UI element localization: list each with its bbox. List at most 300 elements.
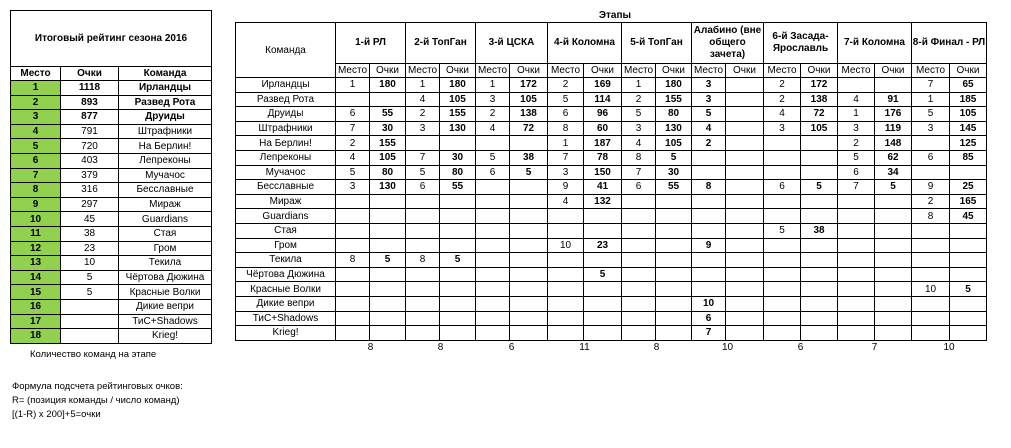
team-cell: ТиС+Shadows: [236, 311, 336, 326]
table-row: [11, 153, 212, 168]
stage-points-cell: 138: [801, 92, 838, 107]
team-cell: Мучачос: [236, 165, 336, 180]
stage-points-cell: [370, 194, 406, 209]
stage-points-cell: [801, 209, 838, 224]
stage-points-cell: [370, 92, 406, 107]
stage-points-cell: [656, 194, 692, 209]
stage-points-cell: 130: [440, 121, 476, 136]
table-row: [11, 183, 212, 198]
stage-place-cell: [764, 267, 801, 282]
stage-place-cell: [336, 326, 370, 341]
table-row: [11, 329, 212, 344]
stage-place-cell: 5: [548, 92, 584, 107]
stage-points-cell: [656, 238, 692, 253]
stage-points-cell: [440, 326, 476, 341]
team-cell: Дикие вепри: [236, 296, 336, 311]
stage-points-cell: 80: [440, 165, 476, 180]
stage-points-cell: [726, 165, 764, 180]
stage-points-cell: [370, 311, 406, 326]
table-row: [11, 256, 212, 271]
stage-place-cell: 4: [406, 92, 440, 107]
stage-points-cell: [726, 92, 764, 107]
points-cell: 297: [61, 197, 119, 212]
stage-place-cell: 6: [692, 311, 726, 326]
stage-header: 1-й РЛ: [336, 23, 406, 64]
stage-place-cell: 1: [838, 107, 875, 122]
stage-place-cell: 10: [692, 296, 726, 311]
stage-points-cell: [510, 223, 548, 238]
stage-points-cell: [875, 267, 912, 282]
team-count-cell: 6: [797, 341, 804, 353]
stage-place-cell: [692, 209, 726, 224]
stage-points-cell: [370, 326, 406, 341]
team-cell: Текила: [119, 256, 212, 271]
stage-place-cell: [838, 296, 875, 311]
stage-place-cell: [764, 282, 801, 297]
table-row: [11, 139, 212, 154]
stage-points-cell: 148: [875, 136, 912, 151]
stage-points-header: Очки: [370, 64, 406, 78]
stage-place-cell: [476, 194, 510, 209]
stage-points-cell: 30: [440, 150, 476, 165]
stage-points-cell: [950, 267, 987, 282]
stage-place-cell: 7: [692, 326, 726, 341]
stage-points-cell: [440, 136, 476, 151]
stage-place-cell: 1: [622, 78, 656, 93]
stage-place-header: Место: [764, 64, 801, 78]
stage-points-cell: 145: [950, 121, 987, 136]
stage-place-cell: [476, 238, 510, 253]
points-cell: [61, 299, 119, 314]
stage-place-cell: 6: [912, 150, 950, 165]
stage-points-cell: 41: [584, 180, 622, 195]
team-cell: Лепреконы: [119, 153, 212, 168]
stage-points-cell: 138: [510, 107, 548, 122]
table-row: [236, 282, 987, 297]
stage-place-cell: 3: [548, 165, 584, 180]
table-row: [236, 326, 987, 341]
stage-place-header: Место: [406, 64, 440, 78]
stage-points-cell: [584, 223, 622, 238]
stage-points-cell: [950, 311, 987, 326]
stage-place-cell: 1: [476, 78, 510, 93]
rank-cell: 15: [11, 285, 61, 300]
team-cell: Guardians: [119, 212, 212, 227]
stage-points-cell: 72: [801, 107, 838, 122]
stage-place-cell: 6: [764, 180, 801, 195]
stage-points-cell: 80: [656, 107, 692, 122]
team-cell: Развед Рота: [236, 92, 336, 107]
table-row: [236, 238, 987, 253]
stage-points-cell: [726, 150, 764, 165]
stage-points-cell: 5: [440, 253, 476, 268]
stage-place-cell: [764, 296, 801, 311]
stage-points-cell: [875, 253, 912, 268]
stage-place-cell: 3: [692, 78, 726, 93]
table-row: [11, 314, 212, 329]
team-count-cell: 11: [579, 341, 590, 353]
stage-place-header: Место: [692, 64, 726, 78]
stage-points-cell: [726, 107, 764, 122]
table-row: [236, 180, 987, 195]
col-place-header: Место: [11, 67, 61, 81]
stage-points-cell: 180: [656, 78, 692, 93]
rank-cell: 4: [11, 124, 61, 139]
stage-points-cell: [510, 311, 548, 326]
stage-points-cell: 130: [370, 180, 406, 195]
stage-place-cell: [336, 238, 370, 253]
stage-place-cell: 6: [406, 180, 440, 195]
rank-cell: 11: [11, 226, 61, 241]
stage-points-cell: [726, 223, 764, 238]
team-cell: Мираж: [236, 194, 336, 209]
stage-points-cell: [510, 253, 548, 268]
rank-cell: 14: [11, 270, 61, 285]
stage-points-cell: [440, 267, 476, 282]
stages-table: [235, 22, 987, 354]
table-row: [11, 110, 212, 125]
stage-points-cell: [726, 136, 764, 151]
table-row: [11, 95, 212, 110]
stage-points-cell: 5: [510, 165, 548, 180]
team-cell: Чёртова Дюжина: [236, 267, 336, 282]
team-count-label: Количество команд на этапе: [30, 349, 157, 360]
stage-place-cell: 5: [476, 150, 510, 165]
team-cell: Красные Волки: [236, 282, 336, 297]
stage-points-cell: [440, 311, 476, 326]
stage-place-cell: 3: [476, 92, 510, 107]
stage-place-cell: 8: [692, 180, 726, 195]
stage-points-cell: 30: [656, 165, 692, 180]
stage-place-cell: 9: [692, 238, 726, 253]
stage-place-cell: [838, 326, 875, 341]
stage-points-header: Очки: [801, 64, 838, 78]
table-row: [11, 226, 212, 241]
team-cell: Друиды: [119, 110, 212, 125]
team-cell: Стая: [236, 223, 336, 238]
stage-place-cell: [838, 282, 875, 297]
stage-place-cell: [622, 311, 656, 326]
stage-place-cell: 5: [912, 107, 950, 122]
stage-points-cell: [370, 238, 406, 253]
stage-points-cell: 38: [801, 223, 838, 238]
stage-place-cell: [622, 267, 656, 282]
table-row: [236, 136, 987, 151]
stage-points-cell: 80: [370, 165, 406, 180]
stage-points-cell: [801, 136, 838, 151]
stage-place-header: Место: [838, 64, 875, 78]
stage-points-cell: 55: [656, 180, 692, 195]
stage-place-cell: [548, 326, 584, 341]
stage-points-cell: [726, 194, 764, 209]
stage-points-header: Очки: [510, 64, 548, 78]
stage-place-cell: 3: [406, 121, 440, 136]
stage-place-cell: 2: [764, 92, 801, 107]
stage-points-cell: [440, 223, 476, 238]
col-team-header: Команда: [119, 67, 212, 81]
stage-points-cell: 60: [584, 121, 622, 136]
stage-points-header: Очки: [726, 64, 764, 78]
team-cell: Ирландцы: [236, 78, 336, 93]
stage-points-cell: [950, 296, 987, 311]
stage-points-cell: [801, 326, 838, 341]
stage-place-cell: 4: [838, 92, 875, 107]
stage-points-cell: [370, 209, 406, 224]
stage-points-cell: 5: [656, 150, 692, 165]
stage-header: 6-й Засада-Ярославль: [764, 23, 838, 64]
stage-points-cell: 55: [370, 107, 406, 122]
rank-cell: 8: [11, 183, 61, 198]
stage-place-header: Место: [912, 64, 950, 78]
stage-points-cell: [875, 296, 912, 311]
table-row: [236, 194, 987, 209]
stage-place-cell: 7: [622, 165, 656, 180]
stage-points-cell: 155: [656, 92, 692, 107]
stage-place-cell: 3: [336, 180, 370, 195]
stage-place-cell: 4: [692, 121, 726, 136]
stage-place-cell: 3: [838, 121, 875, 136]
stage-place-cell: [912, 223, 950, 238]
stage-points-cell: [584, 209, 622, 224]
stage-place-cell: [406, 267, 440, 282]
stage-place-cell: 6: [838, 165, 875, 180]
stage-points-cell: [875, 282, 912, 297]
stage-points-cell: 105: [950, 107, 987, 122]
stage-place-cell: [406, 282, 440, 297]
stage-points-cell: [656, 267, 692, 282]
team-cell: Штрафники: [236, 121, 336, 136]
formula-note: [12, 380, 183, 422]
stage-points-cell: 25: [950, 180, 987, 195]
stage-place-cell: [476, 326, 510, 341]
stage-points-cell: [726, 180, 764, 195]
table-row: [11, 124, 212, 139]
stage-place-cell: [476, 136, 510, 151]
team-cell: Развед Рота: [119, 95, 212, 110]
stage-place-cell: 7: [336, 121, 370, 136]
stage-place-cell: 8: [336, 253, 370, 268]
stage-points-cell: [656, 209, 692, 224]
stage-place-cell: 9: [912, 180, 950, 195]
stage-place-cell: [764, 150, 801, 165]
stage-points-cell: [726, 326, 764, 341]
stage-points-cell: [875, 78, 912, 93]
stage-place-cell: [336, 194, 370, 209]
stage-place-cell: 6: [476, 165, 510, 180]
stage-points-cell: [726, 282, 764, 297]
stage-points-cell: 180: [440, 78, 476, 93]
points-cell: 791: [61, 124, 119, 139]
stage-place-cell: [476, 296, 510, 311]
stage-place-cell: [406, 326, 440, 341]
stage-place-cell: [692, 165, 726, 180]
stage-place-cell: [622, 282, 656, 297]
table-row: [236, 92, 987, 107]
stage-place-cell: [764, 209, 801, 224]
stage-place-cell: [622, 326, 656, 341]
stage-points-cell: 125: [950, 136, 987, 151]
rank-cell: 9: [11, 197, 61, 212]
stage-points-cell: [801, 267, 838, 282]
stage-points-cell: [801, 165, 838, 180]
stage-place-cell: [838, 194, 875, 209]
rank-cell: 5: [11, 139, 61, 154]
stage-points-cell: 62: [875, 150, 912, 165]
stage-points-cell: 165: [950, 194, 987, 209]
stage-place-cell: [548, 223, 584, 238]
rank-cell: 3: [11, 110, 61, 125]
stage-place-cell: [692, 150, 726, 165]
stage-points-cell: 176: [875, 107, 912, 122]
stage-points-cell: [656, 326, 692, 341]
team-cell: Штрафники: [119, 124, 212, 139]
table-row: [11, 168, 212, 183]
stage-points-cell: [726, 296, 764, 311]
stage-place-header: Место: [476, 64, 510, 78]
stage-place-cell: [406, 209, 440, 224]
team-cell: Мираж: [119, 197, 212, 212]
stage-place-cell: [622, 209, 656, 224]
formula-line-3: [(1-R) x 200]+5=очки: [12, 409, 101, 420]
stage-points-cell: 185: [950, 92, 987, 107]
stage-points-header: Очки: [656, 64, 692, 78]
stage-points-cell: [726, 311, 764, 326]
table-row: [11, 241, 212, 256]
stage-points-cell: 105: [440, 92, 476, 107]
stage-place-cell: [838, 78, 875, 93]
team-count-row: [236, 340, 987, 354]
stage-points-cell: 5: [370, 253, 406, 268]
stage-points-cell: [584, 311, 622, 326]
table-row: [236, 150, 987, 165]
stage-place-cell: 5: [622, 107, 656, 122]
stage-points-cell: [656, 311, 692, 326]
stage-place-cell: 2: [548, 78, 584, 93]
team-cell: Бесславные: [236, 180, 336, 195]
points-cell: 5: [61, 285, 119, 300]
stage-place-cell: [912, 296, 950, 311]
stage-header: 2-й ТопГан: [406, 23, 476, 64]
table-row: [11, 299, 212, 314]
stage-points-cell: 55: [440, 180, 476, 195]
stage-points-cell: [510, 326, 548, 341]
team-count-cell: 10: [721, 341, 734, 353]
stage-place-cell: 6: [336, 107, 370, 122]
stage-points-cell: 5: [950, 282, 987, 297]
points-cell: 10: [61, 256, 119, 271]
stage-place-cell: 4: [764, 107, 801, 122]
stage-points-cell: 180: [370, 78, 406, 93]
stage-points-cell: 5: [875, 180, 912, 195]
stage-place-cell: [548, 267, 584, 282]
stage-place-cell: [692, 282, 726, 297]
stage-place-cell: [764, 136, 801, 151]
stage-place-cell: [476, 209, 510, 224]
stage-points-cell: [656, 296, 692, 311]
table-row: [236, 253, 987, 268]
table-row: [236, 121, 987, 136]
points-cell: 5: [61, 270, 119, 285]
stage-place-cell: 2: [622, 92, 656, 107]
stage-points-cell: [510, 296, 548, 311]
stage-place-cell: [912, 238, 950, 253]
stage-points-cell: 65: [950, 78, 987, 93]
stage-place-cell: 8: [912, 209, 950, 224]
stage-place-cell: [476, 180, 510, 195]
stage-place-cell: 10: [548, 238, 584, 253]
stage-points-cell: [510, 267, 548, 282]
stage-place-cell: 9: [548, 180, 584, 195]
stage-place-cell: [406, 223, 440, 238]
stage-points-cell: [584, 296, 622, 311]
stage-place-cell: [764, 311, 801, 326]
stage-points-cell: [875, 223, 912, 238]
stage-place-cell: 2: [336, 136, 370, 151]
stage-place-cell: 2: [406, 107, 440, 122]
points-cell: [61, 314, 119, 329]
stage-place-cell: [548, 296, 584, 311]
stage-points-cell: 105: [656, 136, 692, 151]
stage-place-cell: [336, 267, 370, 282]
team-cell: Чёртова Дюжина: [119, 270, 212, 285]
table-row: [236, 267, 987, 282]
stage-points-cell: [510, 194, 548, 209]
stage-place-cell: [692, 223, 726, 238]
stage-points-cell: [510, 180, 548, 195]
table-row: [11, 212, 212, 227]
stage-place-cell: [692, 194, 726, 209]
stage-place-cell: [548, 209, 584, 224]
team-cell: Guardians: [236, 209, 336, 224]
stage-points-cell: [510, 209, 548, 224]
stage-place-cell: [764, 253, 801, 268]
stage-place-cell: [912, 326, 950, 341]
team-count-cell: 8: [653, 341, 660, 353]
stage-place-cell: [336, 92, 370, 107]
rank-cell: 16: [11, 299, 61, 314]
team-count-cell: 8: [367, 341, 374, 353]
stage-place-cell: [336, 223, 370, 238]
stage-points-cell: 172: [510, 78, 548, 93]
stage-points-cell: [801, 282, 838, 297]
stage-points-cell: [440, 282, 476, 297]
stage-points-cell: [875, 311, 912, 326]
points-cell: 720: [61, 139, 119, 154]
stage-place-cell: [476, 253, 510, 268]
stage-points-cell: [370, 296, 406, 311]
stage-place-cell: [622, 253, 656, 268]
stage-points-cell: [950, 253, 987, 268]
stage-place-cell: [838, 209, 875, 224]
team-column-header: Команда: [236, 23, 336, 78]
stage-points-cell: [726, 209, 764, 224]
team-cell: Мучачос: [119, 168, 212, 183]
stage-place-cell: [692, 267, 726, 282]
stages-header: Этапы: [598, 10, 632, 21]
stage-points-cell: 23: [584, 238, 622, 253]
points-cell: 45: [61, 212, 119, 227]
stage-points-cell: 96: [584, 107, 622, 122]
stage-points-cell: 38: [510, 150, 548, 165]
stage-place-cell: [548, 253, 584, 268]
team-cell: ТиС+Shadows: [119, 314, 212, 329]
stage-points-cell: [370, 267, 406, 282]
points-cell: 379: [61, 168, 119, 183]
stage-points-cell: [656, 253, 692, 268]
stage-place-cell: 1: [406, 78, 440, 93]
stage-place-cell: [764, 326, 801, 341]
stage-points-cell: [510, 282, 548, 297]
